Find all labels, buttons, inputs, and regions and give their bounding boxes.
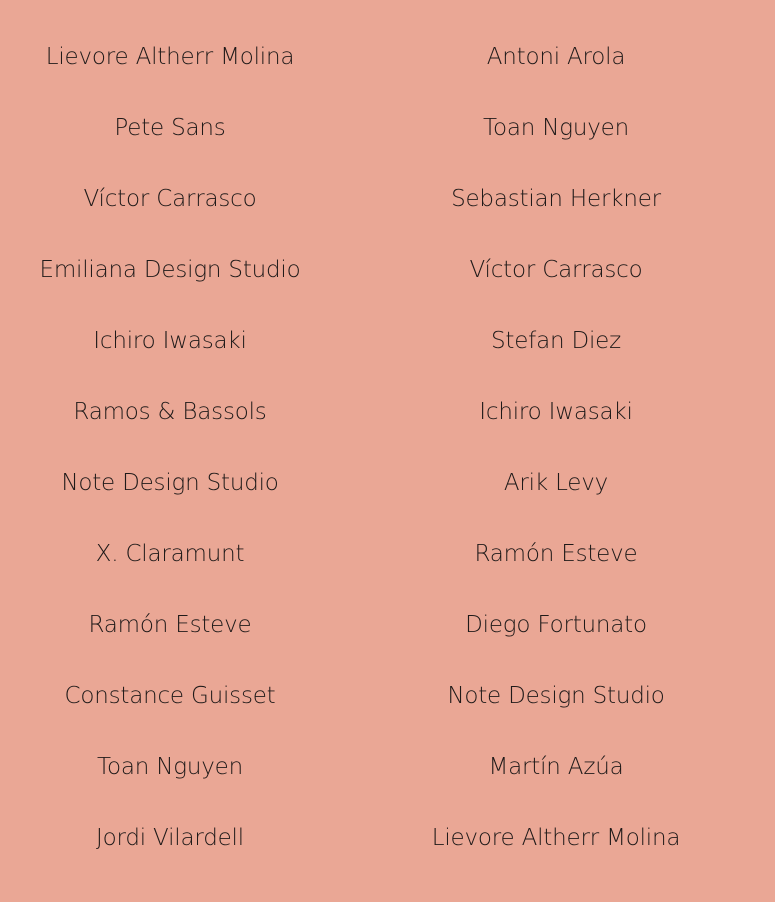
designer-link[interactable]: Stefan Diez [491,328,621,354]
designer-link[interactable]: Ichiro Iwasaki [479,399,633,425]
designer-link[interactable]: Lievore Altherr Molina [431,825,681,851]
designer-link[interactable]: Emiliana Design Studio [39,257,301,283]
designer-link[interactable]: Martín Azúa [488,754,624,780]
designer-link[interactable]: Toan Nguyen [483,115,629,141]
designer-column-right [366,22,746,874]
designer-link[interactable]: Víctor Carrasco [469,257,643,283]
designer-link[interactable]: Antoni Arola [486,44,626,70]
designer-link[interactable]: Constance Guisset [64,683,276,709]
designer-link[interactable]: Ramón Esteve [474,541,638,567]
designer-link[interactable]: Jordi Vilardell [96,825,244,851]
designer-link[interactable]: Sebastian Herkner [451,186,661,212]
designer-link[interactable]: Diego Fortunato [465,612,647,638]
designer-link[interactable]: X. Claramunt [95,541,245,567]
designer-link[interactable]: Note Design Studio [61,470,279,496]
designer-column-left [0,22,360,874]
designer-link[interactable]: Lievore Altherr Molina [45,44,295,70]
designer-link[interactable]: Pete Sans [114,115,226,141]
designer-link[interactable]: Toan Nguyen [97,754,243,780]
designer-link[interactable]: Víctor Carrasco [83,186,257,212]
designer-link[interactable]: Arik Levy [503,470,609,496]
designer-link[interactable]: Note Design Studio [447,683,665,709]
designer-link[interactable]: Ramón Esteve [88,612,252,638]
designer-link[interactable]: Ichiro Iwasaki [93,328,247,354]
designer-link[interactable]: Ramos & Bassols [73,399,267,425]
